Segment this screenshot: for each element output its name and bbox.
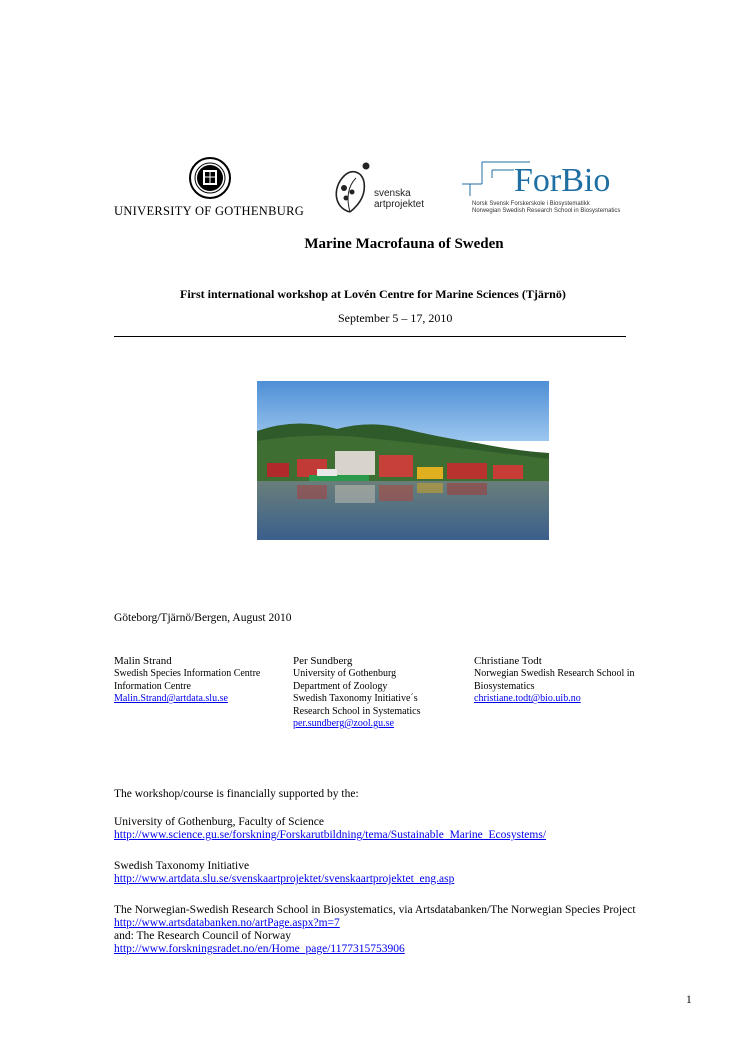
contact-email-link[interactable]: christiane.todt@bio.uib.no xyxy=(474,693,581,704)
workshop-dates: September 5 – 17, 2010 xyxy=(338,311,453,325)
gu-logo-text: UNIVERSITY OF GOTHENBURG xyxy=(114,204,305,218)
page-number: 1 xyxy=(686,994,692,1006)
supporter-link[interactable]: http://www.forskningsradet.no/en/Home_page/1177315753906 xyxy=(114,943,405,955)
supporter-name: The Norwegian-Swedish Research School in Biosystematics, via Artsdatabanken/The Norwegian Species Project xyxy=(114,904,636,916)
forbio-wordmark: ForBio xyxy=(514,162,611,199)
forbio-subtitle-2: Norwegian Swedish Research School in Biosystematics xyxy=(472,208,621,214)
contact-column-3 xyxy=(474,655,684,706)
artprojektet-line: artprojektet xyxy=(374,199,425,210)
forbio-logo xyxy=(462,160,632,220)
gu-seal-icon xyxy=(188,156,232,200)
svenska-artprojektet-logo xyxy=(330,158,440,218)
contact-affiliation: Swedish Taxonomy Initiative´s xyxy=(293,693,418,704)
horizontal-rule xyxy=(114,336,626,337)
contact-affiliation: Swedish Species Information Centre xyxy=(114,668,261,679)
contact-affiliation: University of Gothenburg xyxy=(293,668,397,679)
supporter-link[interactable]: http://www.science.gu.se/forskning/Forskarutbildning/tema/Sustainable_Marine_Ecosystems/ xyxy=(114,829,547,841)
supporter-name: and: The Research Council of Norway xyxy=(114,930,292,942)
contact-affiliation: Biosystematics xyxy=(474,680,535,692)
supporter-link[interactable]: http://www.artdata.slu.se/svenskaartprojektet/svenskaartprojektet_eng.asp xyxy=(114,873,455,885)
workshop-subtitle: First international workshop at Lovén Centre for Marine Sciences (Tjärnö) xyxy=(180,287,566,301)
contact-name: Christiane Todt xyxy=(474,655,542,667)
contact-name: Malin Strand xyxy=(114,655,172,667)
svenska-artprojektet-text xyxy=(374,188,424,210)
place-date: Göteborg/Tjärnö/Bergen, August 2010 xyxy=(114,612,292,624)
supporter-link[interactable]: http://www.artsdatabanken.no/artPage.aspx?m=7 xyxy=(114,917,340,929)
contact-affiliation: Department of Zoology xyxy=(293,680,388,692)
contact-email-link[interactable]: per.sundberg@zool.gu.se xyxy=(293,718,394,729)
harbor-photo-image xyxy=(257,381,549,540)
contact-name: Per Sundberg xyxy=(293,655,353,667)
svenska-line: svenska xyxy=(374,188,411,199)
ladybug-leaf-icon xyxy=(330,162,372,216)
contact-affiliation: Research School in Systematics xyxy=(293,705,421,717)
supporter-gu xyxy=(114,816,546,842)
supporter-name: Swedish Taxonomy Initiative xyxy=(114,860,250,872)
supporter-name: University of Gothenburg, Faculty of Science xyxy=(114,816,324,828)
document-title: Marine Macrofauna of Sweden xyxy=(304,236,504,252)
contact-column-1 xyxy=(114,655,289,706)
contact-column-2 xyxy=(293,655,468,731)
tjarno-photo xyxy=(257,381,549,540)
gu-logo xyxy=(114,156,309,220)
supporter-sti xyxy=(114,860,454,886)
support-intro: The workshop/course is financially supported by the: xyxy=(114,788,359,800)
contact-email-link[interactable]: Malin.Strand@artdata.slu.se xyxy=(114,693,228,704)
supporter-norwegian xyxy=(114,904,636,956)
forbio-subtitle-1: Norsk Svensk Forskerskole i Biosystematikk xyxy=(472,201,590,207)
contact-affiliation: Information Centre xyxy=(114,680,191,692)
contact-affiliation: Norwegian Swedish Research School in xyxy=(474,668,635,679)
